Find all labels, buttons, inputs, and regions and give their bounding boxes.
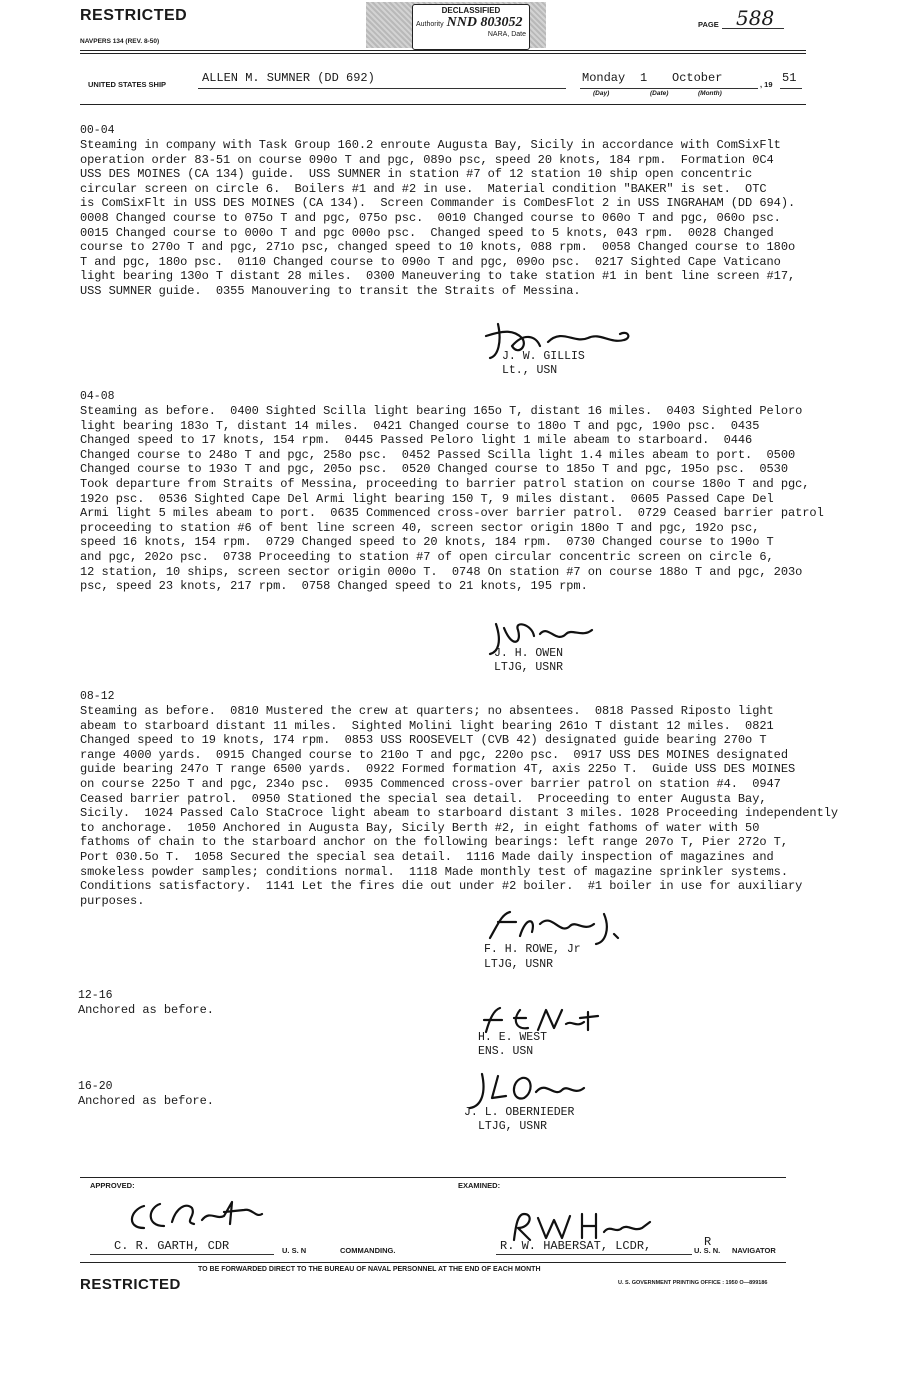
log-line: USS SUMNER guide. 0355 Manouvering to transit the Straits of Messina.	[80, 283, 581, 298]
authority-number: NND 803052	[446, 15, 523, 30]
footer-top-rule	[80, 1177, 786, 1178]
log-line: speed 16 knots, 154 rpm. 0729 Changed speed to 20 knots, 184 rpm. 0730 Changed course to 190o T	[80, 535, 774, 550]
watch-entry-16-20	[78, 1094, 214, 1109]
header-bottom-rule	[80, 104, 806, 105]
log-line: on course 225o T and pgc, 234o psc. 0935 Commenced cross-over barrier patrol on station #4. 0947	[80, 776, 781, 791]
log-line: Changed course to 193o T and pgc, 205o psc. 0520 Changed course to 185o T and pgc, 195o psc. 0530	[80, 462, 788, 477]
navigator-service: U. S. N.	[694, 1246, 721, 1255]
log-line: light bearing 130o T distant 28 miles. 0300 Maneuvering to take station #1 in bent line screen #17,	[80, 269, 796, 284]
log-line: T and pgc, 180o psc. 0110 Changed course to 090o T and pgc, 090o psc. 0217 Sighted Cape Vaticano	[80, 254, 781, 269]
log-line: guide bearing 247o T range 6500 yards. 0922 Formed formation 4T, axis 225o T. Guide USS DES MOINES	[80, 762, 796, 777]
log-line: Port 030.5o T. 1058 Secured the special sea detail. 1116 Made daily inspection of magazines and	[80, 849, 774, 864]
signer-rank-16-20: LTJG, USNR	[478, 1120, 548, 1133]
form-number: NAVPERS 134 (REV. 8-50)	[80, 38, 160, 45]
approved-label: APPROVED:	[90, 1181, 135, 1190]
printing-office-note: U. S. GOVERNMENT PRINTING OFFICE : 1950 O—899186	[618, 1280, 768, 1286]
signer-name-08-12: F. H. ROWE, Jr	[484, 943, 581, 956]
forwarding-instruction: TO BE FORWARDED DIRECT TO THE BUREAU OF NAVAL PERSONNEL AT THE END OF EACH MONTH	[198, 1266, 541, 1273]
nara-date-label: NARA, Date	[487, 31, 526, 38]
declassified-stamp	[412, 4, 530, 50]
watch-period-00-04: 00-04	[80, 124, 115, 137]
signer-name-16-20: J. L. OBERNIEDER	[464, 1106, 575, 1119]
signer-rank-00-04: Lt., USN	[502, 364, 558, 377]
ship-name: ALLEN M. SUMNER (DD 692)	[202, 71, 375, 85]
date-field	[580, 70, 758, 89]
footer-rule	[80, 1262, 786, 1263]
header-rule-2	[80, 53, 806, 54]
log-line: range 4000 yards. 0915 Changed course to 210o T and pgc, 220o psc. 0917 USS DES MOINES designated	[80, 747, 788, 762]
commanding-service: U. S. N	[282, 1246, 307, 1255]
commanding-field	[90, 1238, 274, 1255]
signer-name-12-16: H. E. WEST	[478, 1031, 548, 1044]
watch-period-08-12: 08-12	[80, 690, 115, 703]
signer-name-04-08: J. H. OWEN	[494, 647, 564, 660]
navigator-suffix: R	[704, 1235, 712, 1249]
log-line: 192o psc. 0536 Sighted Cape Del Armi light bearing 150 T, 9 miles distant. 0605 Passed Cape Del	[80, 491, 774, 506]
log-line: Steaming as before. 0400 Sighted Scilla light bearing 165o T, distant 16 miles. 0403 Sighted Peloro	[80, 404, 803, 418]
watch-entry-08-12	[80, 704, 838, 908]
log-line: Changed course to 248o T and pgc, 258o psc. 0452 Passed Scilla light 1.4 miles abeam to port. 0500	[80, 447, 796, 462]
log-line: course to 270o T and pgc, 271o psc, changed speed to 10 knots, 088 rpm. 0058 Changed course to 180o	[80, 240, 796, 255]
restricted-top-label: RESTRICTED	[80, 7, 188, 24]
log-line: psc, speed 23 knots, 217 rpm. 0758 Changed speed to 21 knots, 195 rpm.	[80, 579, 588, 594]
log-line: Conditions satisfactory. 1141 Let the fires die out under #2 boiler. #1 boiler in use for auxiliary	[80, 879, 803, 894]
restricted-bottom-label: RESTRICTED	[80, 1276, 181, 1293]
ship-name-field	[198, 70, 566, 89]
declassified-label: DECLASSIFIED	[441, 6, 501, 15]
commanding-officer-name: C. R. GARTH, CDR	[114, 1239, 230, 1253]
authority-label: Authority	[416, 21, 444, 28]
header-rule-1	[80, 50, 806, 51]
navigator-field	[496, 1238, 692, 1255]
log-line: fathoms of chain to the starboard anchor on the following bearings: left range 207o T, Pier 272o T,	[80, 835, 788, 850]
page-number: 588	[736, 6, 775, 30]
log-line: Anchored as before.	[78, 1094, 214, 1108]
log-line: Ceased barrier patrol. 0950 Stationed the special sea detail. Proceeding to enter Augusta Bay,	[80, 791, 767, 806]
watch-entry-12-16	[78, 1003, 214, 1018]
year-value: 51	[782, 71, 797, 85]
navigator-name: R. W. HABERSAT, LCDR,	[500, 1239, 652, 1253]
log-line: purposes.	[80, 893, 145, 908]
commanding-label: COMMANDING.	[340, 1246, 396, 1255]
signer-rank-12-16: ENS. USN	[478, 1045, 534, 1058]
log-line: Took departure from Straits of Messina, proceeding to barrier patrol station on course 180o T and pgc,	[80, 476, 810, 491]
signer-rank-08-12: LTJG, USNR	[484, 958, 554, 971]
examined-label: EXAMINED:	[458, 1181, 501, 1190]
month-value: October	[672, 71, 723, 85]
signature-garth	[120, 1194, 270, 1238]
watch-period-04-08: 04-08	[80, 390, 115, 403]
month-caption: (Month)	[698, 90, 722, 97]
year-prefix: , 19	[760, 80, 773, 89]
navigator-label: NAVIGATOR	[732, 1246, 776, 1255]
signer-name-00-04: J. W. GILLIS	[502, 350, 585, 363]
log-line: operation order 83-51 on course 090o T and pgc, 089o psc, speed 20 knots, 184 rpm. Formation 0C4	[80, 152, 774, 167]
log-line: Changed speed to 19 knots, 174 rpm. 0853 USS ROOSEVELT (CVB 42) designated guide bearing 270o T	[80, 733, 767, 748]
watch-period-16-20: 16-20	[78, 1080, 113, 1093]
signer-rank-04-08: LTJG, USNR	[494, 661, 564, 674]
date-caption: (Date)	[650, 90, 669, 97]
log-line: Steaming as before. 0810 Mustered the crew at quarters; no absentees. 0818 Passed Riposto light	[80, 704, 774, 718]
log-line: circular screen on circle 6. Boilers #1 and #2 in use. Material condition "BAKER" is set. OTC	[80, 181, 767, 196]
watch-entry-04-08	[80, 404, 824, 594]
log-line: 0008 Changed course to 075o T and pgc, 075o psc. 0010 Changed course to 060o T and pgc, 060o psc.	[80, 210, 781, 225]
log-line: 12 station, 10 ships, screen sector origin 000o T. 0748 On station #7 on course 188o T and pgc, 203o	[80, 564, 803, 579]
year-field	[780, 70, 802, 89]
log-line: Anchored as before.	[78, 1003, 214, 1017]
log-line: is ComSixFlt in USS DES MOINES (CA 134). Screen Commander is ComDesFlot 2 in USS INGRAHAM (DD 694).	[80, 196, 796, 211]
log-line: Steaming in company with Task Group 160.2 enroute Augusta Bay, Sicily in accordance with ComSixFlt	[80, 138, 781, 152]
watch-period-12-16: 12-16	[78, 989, 113, 1002]
log-line: smokeless powder samples; conditions normal. 1118 Made monthly test of magazine sprinkler systems.	[80, 864, 788, 879]
day-value: Monday	[582, 71, 626, 85]
ship-label: UNITED STATES SHIP	[88, 80, 167, 89]
log-line: Sicily. 1024 Passed Calo StaCroce light abeam to starboard distant 3 miles. 1028 Proceeding independently	[80, 806, 839, 821]
log-line: abeam to starboard distant 11 miles. Sighted Molini light bearing 261o T distant 12 miles. 0821	[80, 718, 774, 733]
day-caption: (Day)	[593, 90, 610, 97]
log-line: to anchorage. 1050 Anchored in Augusta Bay, Sicily Berth #2, in eight fathoms of water with 50	[80, 820, 760, 835]
page-label: PAGE	[698, 20, 719, 29]
signature-rowe	[480, 906, 630, 946]
log-line: Armi light 5 miles abeam to port. 0635 Commenced cross-over barrier patrol. 0729 Ceased barrier patrol	[80, 506, 824, 521]
page-number-field	[722, 6, 784, 29]
log-line: and pgc, 202o psc. 0738 Proceeding to station #7 of open circular concentric screen on circle 6,	[80, 549, 774, 564]
date-value: 1	[640, 71, 648, 85]
log-line: 0015 Changed course to 000o T and pgc 000o psc. Changed speed to 5 knots, 043 rpm. 0028 Changed	[80, 225, 774, 240]
log-line: Changed speed to 17 knots, 154 rpm. 0445 Passed Peloro light 1 mile abeam to starboard. 0446	[80, 433, 753, 448]
log-line: USS DES MOINES (CA 134) guide. USS SUMNER in station #7 of 12 station 10 ship open concentric	[80, 167, 753, 182]
log-line: proceeding to station #6 of bent line screen 40, screen sector origin 180o T and pgc, 192o psc,	[80, 520, 760, 535]
log-line: light bearing 183o T, distant 14 miles. 0421 Changed course to 180o T and pgc, 190o psc. 0435	[80, 418, 760, 433]
watch-entry-00-04	[80, 138, 795, 299]
